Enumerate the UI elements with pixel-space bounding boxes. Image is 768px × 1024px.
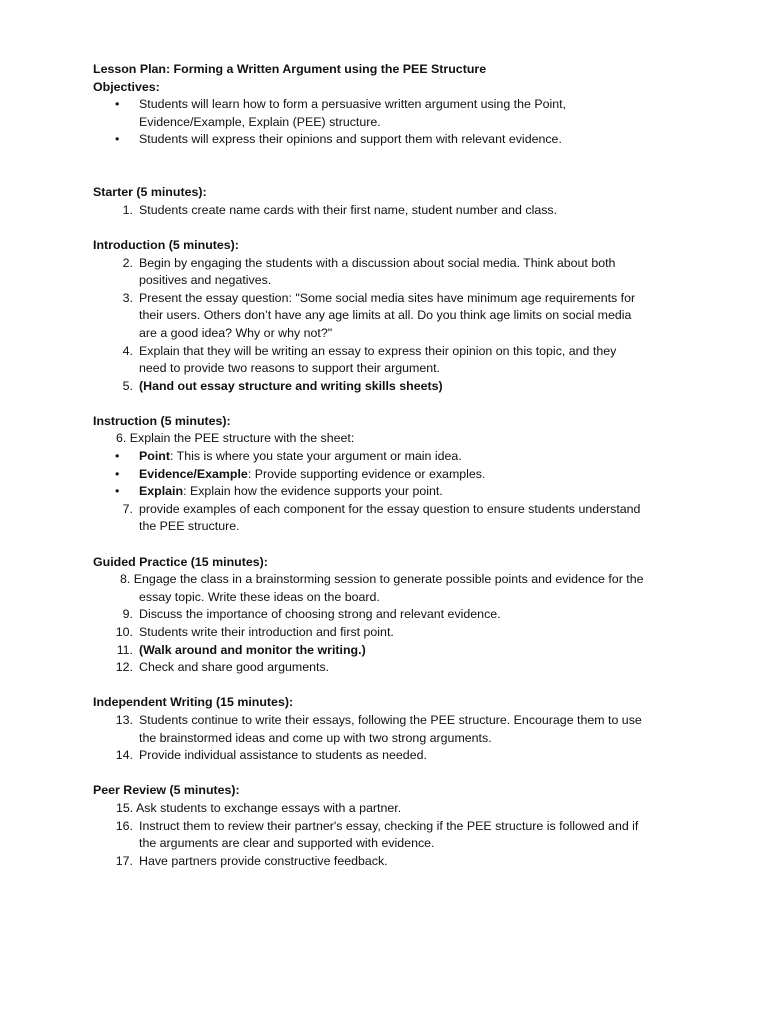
instruction-heading: Instruction (5 minutes): — [93, 413, 231, 428]
bullet-icon: • — [115, 97, 120, 112]
list-item: 6. Explain the PEE structure with the sheet: — [116, 431, 355, 446]
objective-item: • Students will express their opinions and support them with relevant evidence. — [93, 131, 678, 149]
list-item: 9. Discuss the importance of choosing strong and relevant evidence. — [122, 607, 501, 622]
bullet-icon: • — [115, 132, 120, 147]
list-item: 11. (Walk around and monitor the writing.) — [116, 642, 366, 657]
objectives-heading: Objectives: — [93, 79, 160, 94]
list-item: 16. Instruct them to review their partner's essay, checking if the PEE structure is followed and if the arguments are clear and supported with evidence. — [115, 818, 639, 851]
pee-bullet-explain: • Explain: Explain how the evidence supports your point. — [93, 483, 678, 501]
bullet-icon: • — [115, 466, 120, 481]
list-item: 14. Provide individual assistance to students as needed. — [115, 748, 427, 763]
list-item: 2. Begin by engaging the students with a discussion about social media. Think about both positives and negatives. — [122, 255, 616, 288]
independent-writing-heading: Independent Writing (15 minutes): — [93, 695, 294, 710]
introduction-heading: Introduction (5 minutes): — [93, 237, 239, 252]
list-item: 8. Engage the class in a brainstorming session to generate possible points and evidence for the essay topic. Write these ideas on the board. — [120, 572, 644, 604]
bullet-icon: • — [115, 449, 120, 464]
pee-bullet-evidence: • Evidence/Example: Provide supporting evidence or examples. — [93, 466, 678, 484]
guided-practice-heading: Guided Practice (15 minutes): — [93, 554, 268, 569]
list-item: 15. Ask students to exchange essays with a partner. — [116, 800, 402, 815]
pee-bullet-point: • Point: This is where you state your argument or main idea. — [93, 448, 678, 466]
list-item: 10. Students write their introduction and first point. — [115, 625, 394, 639]
list-item: 13. Students continue to write their essays, following the PEE structure. Encourage them to use the brainstormed ideas and come up with two strong arguments. — [115, 712, 642, 745]
objective-item: • Students will learn how to form a persuasive written argument using the Point, Evidence/Example, Explain (PEE) structure. — [115, 97, 567, 129]
bullet-icon: • — [115, 484, 120, 499]
list-item: 5. (Hand out essay structure and writing skills sheets) — [122, 378, 443, 393]
list-item: 17. Have partners provide constructive feedback. — [115, 853, 388, 868]
list-item: 1. Students create name cards with their first name, student number and class. — [122, 202, 558, 217]
list-item: 7. provide examples of each component for the essay question to ensure students understand the PEE structure. — [122, 501, 641, 534]
page-title: Lesson Plan: Forming a Written Argument using the PEE Structure — [93, 62, 487, 76]
peer-review-heading: Peer Review (5 minutes): — [93, 783, 240, 798]
lesson-plan-page — [93, 61, 678, 870]
list-item: 4. Explain that they will be writing an essay to express their opinion on this topic, and they need to provide two reasons to support their argument. — [122, 343, 617, 376]
list-item: 12. Check and share good arguments. — [115, 660, 330, 675]
starter-heading: Starter (5 minutes): — [93, 185, 207, 200]
list-item: 3. Present the essay question: "Some social media sites have minimum age requirements for their users. Others don’t have any age limits at all. Do you think age limits on social media are a good idea? Why or why not?" — [122, 290, 636, 340]
